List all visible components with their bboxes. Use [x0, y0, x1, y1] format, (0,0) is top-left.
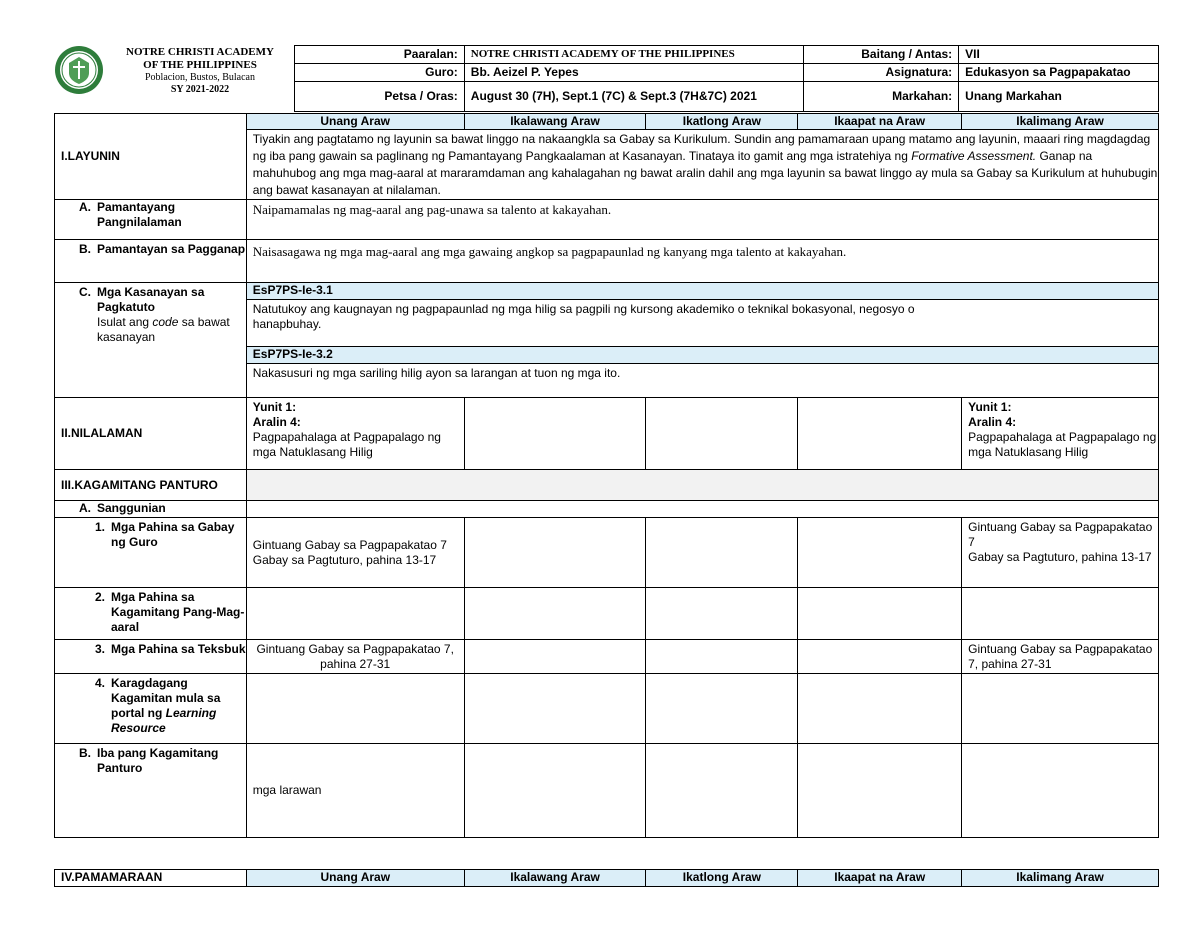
karagdagan-text-part1: Karagdagang Kagamitan mula sa portal ng — [111, 676, 221, 720]
petsa-label: Petsa / Oras: — [295, 82, 465, 112]
day-header-1: Unang Araw — [246, 114, 464, 130]
letter-b: B. — [79, 242, 91, 256]
teksbuk-day5 — [962, 640, 1159, 674]
school-seal-logo — [54, 45, 104, 95]
pamantayang-pangnilalaman-label — [55, 200, 247, 240]
kagamitan-label: III.KAGAMITANG PANTURO — [55, 470, 247, 501]
gabay-guro-day5 — [962, 518, 1159, 588]
karagdagan-day2 — [464, 674, 646, 744]
karagdagan-text-italic: Learning Resource — [111, 706, 217, 735]
kasanayan-note-part1: Isulat ang — [97, 315, 153, 329]
nilalaman-day1-yunit: Yunit 1: — [252, 400, 297, 414]
teksbuk-day3 — [646, 640, 798, 674]
pamamaraan-table — [54, 869, 1159, 887]
karagdagan-day5 — [962, 674, 1159, 744]
iba-pang-kagamitan-day4 — [798, 744, 962, 838]
teksbuk-day5-text: Gintuang Gabay sa Pagpapakatao 7, pahina 27-31 — [968, 642, 1153, 671]
karagdagan-day3 — [646, 674, 798, 744]
letter-b-iba: B. — [79, 746, 91, 760]
sanggunian-text: Sanggunian — [97, 501, 166, 515]
competency-text-1-content: Natutukoy ang kaugnayan ng pagpapaunlad ng mga hilig sa pagpili ng kursong akademiko o teknikal bokasyonal, negosyo o hanapbuhay. — [252, 302, 915, 331]
iba-pang-kagamitan-text: Iba pang Kagamitang Panturo — [97, 746, 219, 775]
gabay-guro-day1-line2: Gabay sa Pagtuturo, pahina 13-17 — [252, 552, 437, 567]
guro-value: Bb. Aeizel P. Yepes — [464, 64, 804, 82]
nilalaman-day3 — [646, 398, 798, 470]
layunin-text-part1: Tiyakin ang pagtatamo ng layunin sa bawat linggo na nakaangkla sa Gabay sa Kurikulum. Sundin ang pamamaraan upang matamo ang layunin, maaari ring magdagdag ng iba pang gawain sa paglinang ng Pamantayang Pangkaalaman at Kasanayan. Tinataya ito gamit ang mga istratehiya ng — [252, 132, 1151, 163]
kasanayan-note-italic: code — [152, 315, 179, 329]
layunin-text-italic: Formative Assessment. — [911, 149, 1037, 163]
nilalaman-day5 — [962, 398, 1159, 470]
nilalaman-day1-title: Pagpapahalaga at Pagpapalago ng mga Natuklasang Hilig — [252, 430, 441, 459]
kagamitan-section-fill — [246, 470, 1158, 501]
karagdagan-day1 — [246, 674, 464, 744]
nilalaman-day4 — [798, 398, 962, 470]
competency-code-1: EsP7PS-Ie-3.1 — [246, 283, 1158, 300]
pamantayang-pangnilalaman-text: Pamantayang Pangnilalaman — [97, 200, 182, 229]
karagdagan-day4 — [798, 674, 962, 744]
teksbuk-text: Mga Pahina sa Teksbuk — [111, 642, 246, 656]
petsa-value: August 30 (7H), Sept.1 (7C) & Sept.3 (7H&7C) 2021 — [464, 82, 804, 112]
gabay-guro-label — [55, 518, 247, 588]
gabay-guro-day5-line2: Gabay sa Pagtuturo, pahina 13-17 — [968, 550, 1152, 564]
school-address: Poblacion, Bustos, Bulacan — [145, 72, 255, 83]
pamamaraan-day-2: Ikalawang Araw — [464, 870, 646, 887]
header-table — [294, 45, 1159, 112]
nilalaman-day5-yunit: Yunit 1: — [968, 400, 1012, 414]
num-4: 4. — [94, 676, 105, 690]
baitang-value: VII — [959, 46, 1159, 64]
guro-label: Guro: — [295, 64, 465, 82]
lesson-plan-table — [54, 113, 1159, 838]
markahan-value: Unang Markahan — [959, 82, 1159, 112]
teksbuk-day4 — [798, 640, 962, 674]
baitang-label: Baitang / Antas: — [804, 46, 959, 64]
gabay-guro-day4 — [798, 518, 962, 588]
pamantayang-pangnilalaman-value: Naipamamalas ng mag-aaral ang pag-unawa sa talento at kakayahan. — [246, 200, 1158, 240]
kasanayan-label — [55, 283, 247, 398]
markahan-label: Markahan: — [804, 82, 959, 112]
school-year: SY 2021-2022 — [170, 84, 230, 95]
layunin-text-part2: Ganap na mahuhubog ang mga mag-aaral at mararamdaman ang kahalagahan ng bawat aralin dahil ang mga layunin sa bawat linggo ay mula sa Gabay sa Kurikulum at huhubugin ang bawat kasanayan at nilalaman. — [252, 149, 1158, 197]
iba-pang-kagamitan-day5 — [962, 744, 1159, 838]
pang-mag-aaral-day4 — [798, 588, 962, 640]
sanggunian-fill — [246, 501, 1158, 518]
pamamaraan-day-1: Unang Araw — [246, 870, 464, 887]
competency-text-1 — [246, 300, 1158, 347]
pamamaraan-day-3: Ikatlong Araw — [646, 870, 798, 887]
day-header-3: Ikatlong Araw — [646, 114, 798, 130]
iba-pang-kagamitan-day2 — [464, 744, 646, 838]
gabay-guro-text: Mga Pahina sa Gabay ng Guro — [111, 520, 235, 549]
pamantayan-sa-pagganap-text: Pamantayan sa Pagganap — [97, 242, 246, 256]
teksbuk-day1-text: Gintuang Gabay sa Pagpapakatao 7, pahina 27-31 — [256, 642, 454, 671]
gabay-guro-day5-line1: Gintuang Gabay sa Pagpapakatao 7 — [968, 520, 1153, 549]
layunin-label: I.LAYUNIN — [55, 114, 247, 200]
day-header-2: Ikalawang Araw — [464, 114, 646, 130]
letter-a-sanggunian: A. — [79, 501, 91, 515]
letter-c: C. — [79, 285, 91, 299]
asignatura-label: Asignatura: — [804, 64, 959, 82]
letter-a: A. — [79, 200, 91, 214]
school-name-line1: NOTRE CHRISTI ACADEMY — [126, 46, 274, 58]
karagdagan-label — [55, 674, 247, 744]
pang-mag-aaral-day1 — [246, 588, 464, 640]
pang-mag-aaral-day3 — [646, 588, 798, 640]
teksbuk-label — [55, 640, 247, 674]
school-name-line2: OF THE PHILIPPINES — [143, 59, 257, 71]
paaralan-label: Paaralan: — [295, 46, 465, 64]
pamantayan-sa-pagganap-label — [55, 240, 247, 283]
gabay-guro-day1 — [246, 518, 464, 588]
iba-pang-kagamitan-day1: mga larawan — [246, 744, 464, 838]
nilalaman-day2 — [464, 398, 646, 470]
pang-mag-aaral-day5 — [962, 588, 1159, 640]
pang-mag-aaral-day2 — [464, 588, 646, 640]
teksbuk-day1 — [246, 640, 464, 674]
paaralan-value: NOTRE CHRISTI ACADEMY OF THE PHILIPPINES — [464, 46, 804, 64]
karagdagan-text — [111, 676, 246, 736]
kasanayan-note — [97, 315, 246, 345]
competency-code-2: EsP7PS-Ie-3.2 — [246, 347, 1158, 364]
school-block — [104, 45, 296, 111]
pamamaraan-day-4: Ikaapat na Araw — [798, 870, 962, 887]
day-header-5: Ikalimang Araw — [962, 114, 1159, 130]
competency-text-2: Nakasusuri ng mga sariling hilig ayon sa larangan at tuon ng mga ito. — [246, 364, 1158, 398]
gabay-guro-day3 — [646, 518, 798, 588]
iba-pang-kagamitan-label — [55, 744, 247, 838]
nilalaman-day5-aralin: Aralin 4: — [968, 415, 1017, 429]
sanggunian-label — [55, 501, 247, 518]
num-2: 2. — [94, 590, 105, 604]
day-header-4: Ikaapat na Araw — [798, 114, 962, 130]
pang-mag-aaral-label — [55, 588, 247, 640]
teksbuk-day2 — [464, 640, 646, 674]
kasanayan-note-part2: sa bawat kasanayan — [97, 315, 230, 344]
asignatura-value: Edukasyon sa Pagpapakatao — [959, 64, 1159, 82]
gabay-guro-day1-line1: Gintuang Gabay sa Pagpapakatao 7 — [252, 537, 447, 552]
kasanayan-text: Mga Kasanayan sa Pagkatuto — [97, 285, 205, 314]
num-3: 3. — [94, 642, 105, 656]
gabay-guro-day2 — [464, 518, 646, 588]
nilalaman-day1-aralin: Aralin 4: — [252, 415, 301, 429]
pamamaraan-day-5: Ikalimang Araw — [962, 870, 1159, 887]
nilalaman-day5-title: Pagpapahalaga at Pagpapalago ng mga Natuklasang Hilig — [968, 430, 1157, 459]
nilalaman-day1 — [246, 398, 464, 470]
num-1: 1. — [94, 520, 105, 534]
nilalaman-label: II.NILALAMAN — [55, 398, 247, 470]
pamamaraan-label: IV.PAMAMARAAN — [55, 870, 247, 887]
pang-mag-aaral-text: Mga Pahina sa Kagamitang Pang-Mag-aaral — [111, 590, 245, 634]
pamantayan-sa-pagganap-value: Naisasagawa ng mga mag-aaral ang mga gawaing angkop sa pagpapaunlad ng kanyang mga talento at kakayahan. — [246, 240, 1158, 283]
layunin-text — [246, 130, 1158, 200]
iba-pang-kagamitan-day3 — [646, 744, 798, 838]
